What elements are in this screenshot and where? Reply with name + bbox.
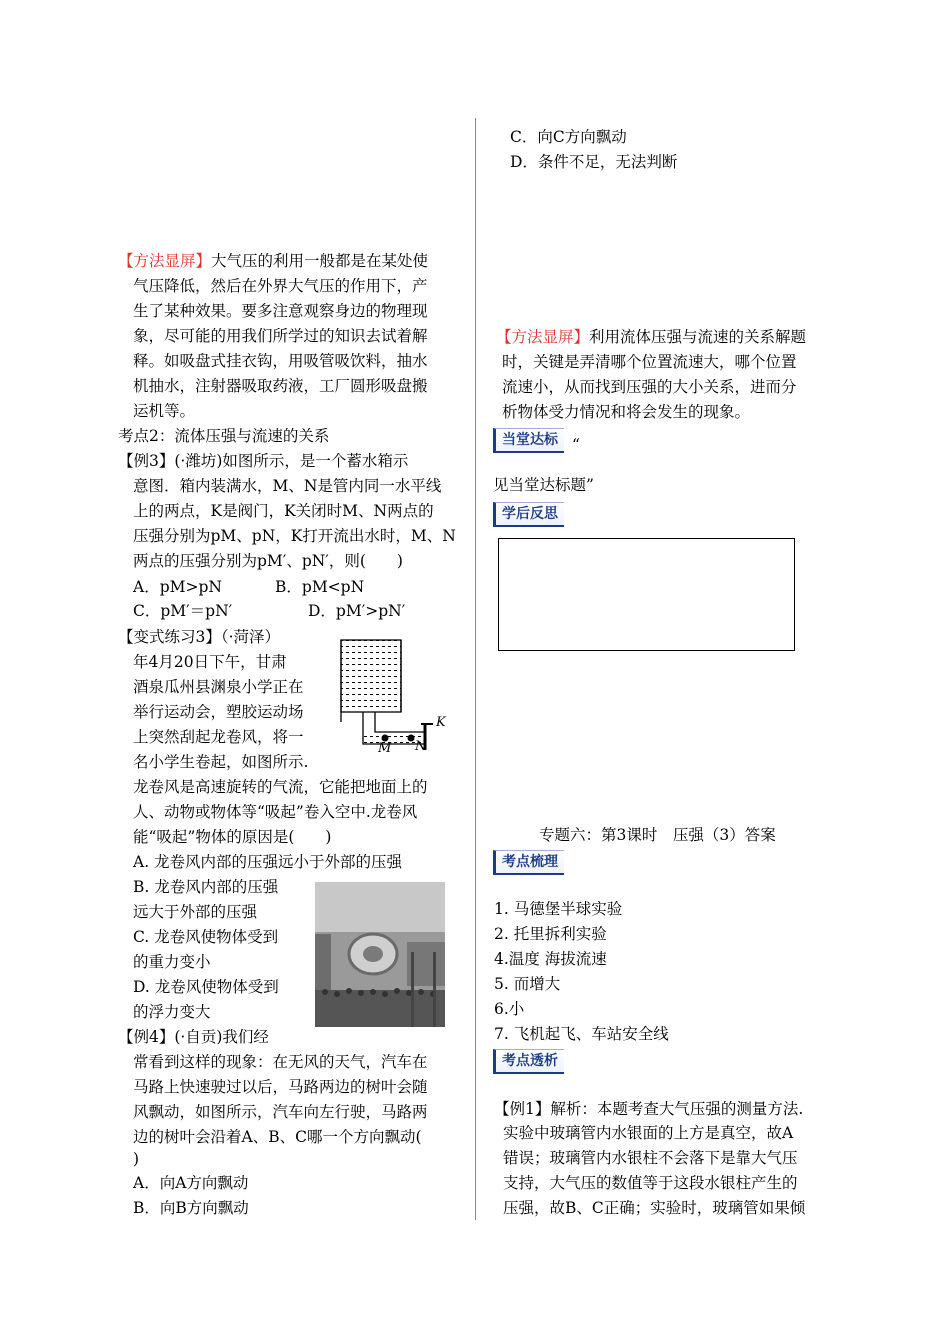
example-4-option-d: D．条件不足，无法判断 (510, 153, 678, 171)
method-block-1-line-0: 【方法显屏】大气压的利用一般都是在某处使 (118, 252, 429, 270)
method-2-line: 时，关键是弄清哪个位置流速大，哪个位置 (502, 353, 797, 371)
kaodian-2-heading: 考点2：流体压强与流速的关系 (118, 427, 330, 445)
example-3-line: 【例3】(·潍坊)如图所示，是一个蓄水箱示 (118, 452, 409, 470)
variant-3-option-b-cont: 远大于外部的压强 (133, 903, 258, 921)
example-1-analysis-line: 【例1】解析：本题考查大气压强的测量方法. (494, 1100, 804, 1118)
tag-xuehou-fansi: 学后反思 (493, 502, 564, 527)
example-1-analysis-line: 实验中玻璃管内水银面的上方是真空，故A (503, 1124, 794, 1142)
example-3-line: 上的两点，K是阀门，K关闭时M、N两点的 (133, 502, 434, 520)
method-block-2-line-0: 【方法显屏】利用流体压强与流速的关系解题 (496, 328, 807, 346)
variant-3-option-c: C. 龙卷风使物体受到 (133, 928, 279, 946)
example-4-option-c: C．向C方向飘动 (510, 128, 627, 146)
method-line: 生了某种效果。要多注意观察身边的物理现 (133, 302, 428, 320)
example-3-option-a: A．pM>pN (133, 578, 222, 596)
variant-3-line: 人、动物或物体等“吸起”卷入空中.龙卷风 (133, 803, 418, 821)
example-4-line: 【例4】(·自贡)我们经 (118, 1028, 269, 1046)
fig-label-k: K (436, 715, 446, 730)
variant-3-option-b: B. 龙卷风内部的压强 (133, 878, 279, 896)
tag-kaodian-shuli: 考点梳理 (493, 850, 564, 875)
variant-3-line: 能“吸起”物体的原因是( ) (133, 828, 332, 846)
example-1-analysis-line: 支持，大气压的数值等于这段水银柱产生的 (503, 1174, 798, 1192)
example-3-line: 压强分别为pM、pN，K打开流出水时，M、N (133, 527, 456, 545)
method-line: 象，尽可能的用我们所学过的知识去试着解 (133, 327, 428, 345)
example-4-line: 常看到这样的现象：在无风的天气，汽车在 (133, 1053, 428, 1071)
tornado-photo (315, 882, 445, 1027)
variant-3-line: 上突然刮起龙卷风，将一 (133, 728, 304, 746)
fig-label-n: N (415, 739, 427, 754)
example-3-option-b: B．pM<pN (275, 578, 365, 596)
reflection-box (498, 538, 795, 651)
answer-item: 6.小 (494, 1000, 525, 1018)
answer-item: 7. 飞机起飞、车站安全线 (494, 1025, 669, 1043)
example-4-line: ) (133, 1150, 140, 1168)
example-3-option-c: C．pM′＝pN′ (133, 602, 233, 620)
answer-title: 专题六：第3课时 压强（3）答案 (539, 826, 776, 844)
variant-3-line: 举行运动会，塑胶运动场 (133, 703, 304, 721)
example-4-line: 风飘动，如图所示，汽车向左行驶，马路两 (133, 1103, 428, 1121)
variant-3-line: 【变式练习3】（·菏泽） (118, 628, 281, 646)
tag-dangtang-dabiao: 当堂达标 (493, 428, 564, 453)
method-line: 运机等。 (133, 402, 196, 420)
method-2-line: 析物体受力情况和将会发生的现象。 (502, 403, 751, 421)
variant-3-option-d-cont: 的浮力变大 (133, 1003, 211, 1021)
method-line: 机抽水，注射器吸取药液，工厂圆形吸盘搬 (133, 377, 428, 395)
tornado-photo-graphic (315, 882, 445, 1027)
example-3-line: 意图．箱内装满水，M、N是管内同一水平线 (133, 477, 442, 495)
water-tank-figure (333, 632, 453, 752)
fig-label-m: M (378, 741, 392, 756)
variant-3-line: 年4月20日下午，甘肃 (133, 653, 287, 671)
method-line: 释。如吸盘式挂衣钩，用吸管吸饮料，抽水 (133, 352, 428, 370)
dangtang-quote-open: “ (572, 436, 580, 454)
column-divider (475, 118, 476, 1220)
example-3-option-d: D．pM′>pN′ (308, 602, 406, 620)
variant-3-line: 酒泉瓜州县渊泉小学正在 (133, 678, 304, 696)
answer-item: 4.温度 海拔流速 (494, 950, 607, 968)
method-label: 【方法显屏】 (118, 252, 212, 270)
variant-3-option-d: D. 龙卷风使物体受到 (133, 978, 279, 996)
variant-3-line: 龙卷风是高速旋转的气流，它能把地面上的 (133, 778, 428, 796)
method-label-2: 【方法显屏】 (496, 328, 590, 346)
example-4-line: 边的树叶会沿着A、B、C哪一个方向飘动( (133, 1128, 422, 1146)
example-4-line: 马路上快速驶过以后，马路两边的树叶会随 (133, 1078, 428, 1096)
example-1-analysis-line: 压强，故B、C正确；实验时，玻璃管如果倾 (503, 1199, 806, 1217)
example-4-option-a: A．向A方向飘动 (133, 1174, 249, 1192)
variant-3-line: 名小学生卷起，如图所示. (133, 753, 309, 771)
example-4-option-b: B．向B方向飘动 (133, 1199, 249, 1217)
tag-kaodian-touxi: 考点透析 (493, 1049, 564, 1074)
answer-item: 5. 而增大 (494, 975, 561, 993)
example-3-line: 两点的压强分别为pM′、pN′，则( ) (133, 552, 403, 570)
variant-3-option-c-cont: 的重力变小 (133, 953, 211, 971)
answer-item: 2. 托里拆利实验 (494, 925, 607, 943)
answer-item: 1. 马德堡半球实验 (494, 900, 623, 918)
method-2-line: 流速小，从而找到压强的大小关系，进而分 (502, 378, 797, 396)
method-line: 气压降低，然后在外界大气压的作用下，产 (133, 277, 428, 295)
example-1-analysis-line: 错误；玻璃管内水银柱不会落下是靠大气压 (503, 1149, 798, 1167)
dangtang-text: 见当堂达标题” (493, 476, 594, 494)
variant-3-option-a: A. 龙卷风内部的压强远小于外部的压强 (133, 853, 403, 871)
